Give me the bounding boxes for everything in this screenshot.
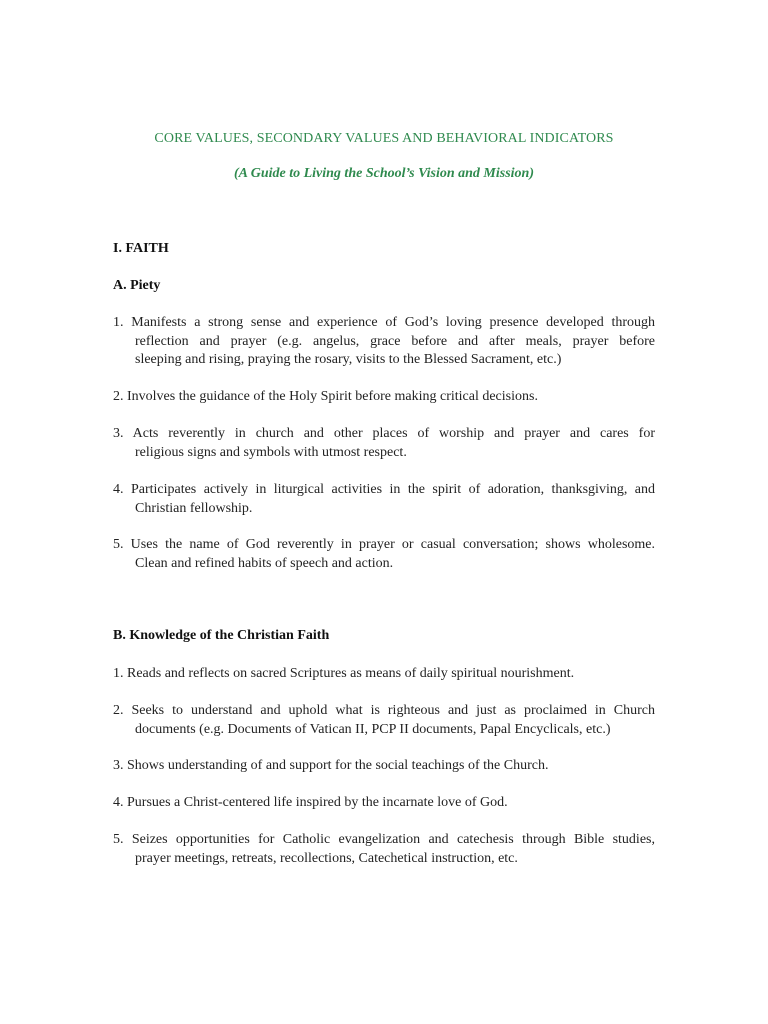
list-item-line: 2. Involves the guidance of the Holy Spirit before making critical decisions.: [113, 389, 538, 404]
list-item-line: 3. Shows understanding of and support for the social teachings of the Church.: [113, 758, 549, 773]
list-item-line: Clean and refined habits of speech and action.: [135, 555, 394, 571]
list-item-line: 4. Participates actively in liturgical activities in the spirit of adoration, thanksgiving, and: [113, 482, 655, 497]
list-item-line: religious signs and symbols with utmost respect.: [135, 444, 407, 460]
document-title: CORE VALUES, SECONDARY VALUES AND BEHAVIORAL INDICATORS: [154, 131, 614, 146]
list-item: [113, 388, 655, 407]
list-item: [113, 757, 655, 776]
list-item-line: 2. Seeks to understand and uphold what is righteous and just as proclaimed in Church: [113, 703, 655, 718]
list-item: [113, 794, 655, 813]
list-item: [113, 314, 655, 370]
list-item: [113, 831, 655, 868]
document-subtitle: (A Guide to Living the School’s Vision and Mission): [233, 166, 535, 181]
list-item-line: sleeping and rising, praying the rosary, visits to the Blessed Sacrament, etc.): [135, 352, 562, 367]
section-heading-faith: I. FAITH: [113, 241, 169, 256]
list-item-line: Christian fellowship.: [135, 500, 253, 516]
list-item: [113, 481, 655, 518]
list-item-line: documents (e.g. Documents of Vatican II, PCP II documents, Papal Encyclicals, etc.): [135, 721, 611, 737]
list-item-line: 5. Seizes opportunities for Catholic evangelization and catechesis through Bible studies,: [113, 832, 655, 847]
list-item: [113, 425, 655, 462]
subsection-heading-piety: A. Piety: [113, 278, 161, 293]
list-item-line: 3. Acts reverently in church and other places of worship and prayer and cares for: [113, 426, 655, 441]
list-item-line: prayer meetings, retreats, recollections, Catechetical instruction, etc.: [135, 850, 518, 866]
subsection-heading-knowledge: B. Knowledge of the Christian Faith: [113, 628, 330, 643]
list-item: [113, 536, 655, 573]
list-item: [113, 702, 655, 739]
list-item-line: 1. Manifests a strong sense and experience of God’s loving presence developed through: [113, 315, 655, 330]
list-item-line: reflection and prayer (e.g. angelus, grace before and after meals, prayer before: [135, 333, 655, 349]
list-item-line: 4. Pursues a Christ-centered life inspired by the incarnate love of God.: [113, 795, 508, 810]
list-item-line: 5. Uses the name of God reverently in prayer or casual conversation; shows wholesome.: [113, 537, 655, 552]
list-item-line: 1. Reads and reflects on sacred Scriptures as means of daily spiritual nourishment.: [113, 666, 575, 681]
list-item: [113, 665, 655, 684]
